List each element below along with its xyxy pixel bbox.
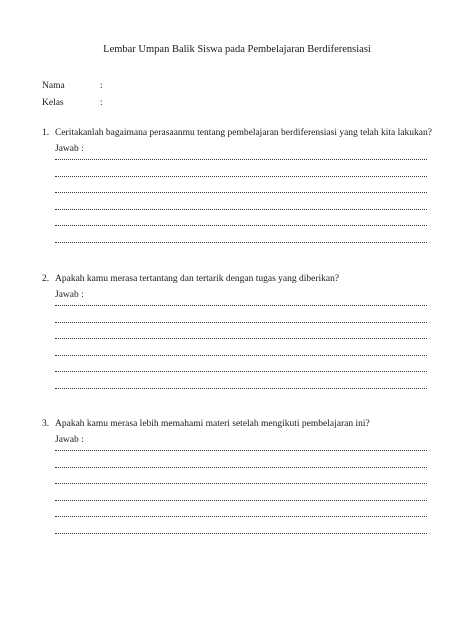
question-2 (42, 273, 442, 404)
answer-line[interactable] (55, 242, 427, 243)
answer-line[interactable] (55, 500, 427, 501)
answer-line[interactable] (55, 450, 427, 451)
answer-line[interactable] (55, 388, 427, 389)
question-1-answer-lines[interactable] (55, 159, 427, 243)
class-field-label: Kelas (42, 98, 64, 108)
class-field (42, 97, 103, 109)
answer-line[interactable] (55, 305, 427, 306)
question-3-text-row (42, 418, 442, 430)
question-1-text: Ceritakanlah bagaimana perasaanmu tentang pembelajaran berdiferensiasi yang telah kita lakukan? (55, 128, 432, 138)
answer-line[interactable] (55, 209, 427, 210)
question-1-text-row (42, 127, 442, 139)
question-2-answer-lines[interactable] (55, 305, 427, 389)
question-3-text: Apakah kamu merasa lebih memahami materi setelah mengikuti pembelajaran ini? (55, 419, 370, 429)
answer-line[interactable] (55, 159, 427, 160)
question-2-answer-label: Jawab : (55, 290, 84, 300)
answer-line[interactable] (55, 176, 427, 177)
answer-line[interactable] (55, 192, 427, 193)
question-2-text-row (42, 273, 442, 285)
question-3-answer-label: Jawab : (55, 435, 84, 445)
question-3-number: 3. (42, 419, 50, 429)
question-2-text: Apakah kamu merasa tertantang dan tertarik dengan tugas yang diberikan? (55, 274, 340, 284)
answer-line[interactable] (55, 338, 427, 339)
answer-line[interactable] (55, 516, 427, 517)
question-3-answer-lines[interactable] (55, 450, 427, 534)
answer-line[interactable] (55, 225, 427, 226)
name-field (42, 80, 103, 92)
name-field-label: Nama (42, 81, 65, 91)
answer-line[interactable] (55, 355, 427, 356)
document-title: Lembar Umpan Balik Siswa pada Pembelajaran Berdiferensiasi (103, 44, 371, 55)
answer-line[interactable] (55, 533, 427, 534)
answer-line[interactable] (55, 371, 427, 372)
question-2-number: 2. (42, 274, 50, 284)
answer-line[interactable] (55, 322, 427, 323)
question-3 (42, 418, 442, 549)
name-field-colon: : (100, 81, 103, 91)
class-field-colon: : (100, 98, 103, 108)
answer-line[interactable] (55, 467, 427, 468)
question-1-answer-label: Jawab : (55, 144, 84, 154)
question-1 (42, 127, 442, 258)
question-1-number: 1. (42, 128, 50, 138)
answer-line[interactable] (55, 483, 427, 484)
